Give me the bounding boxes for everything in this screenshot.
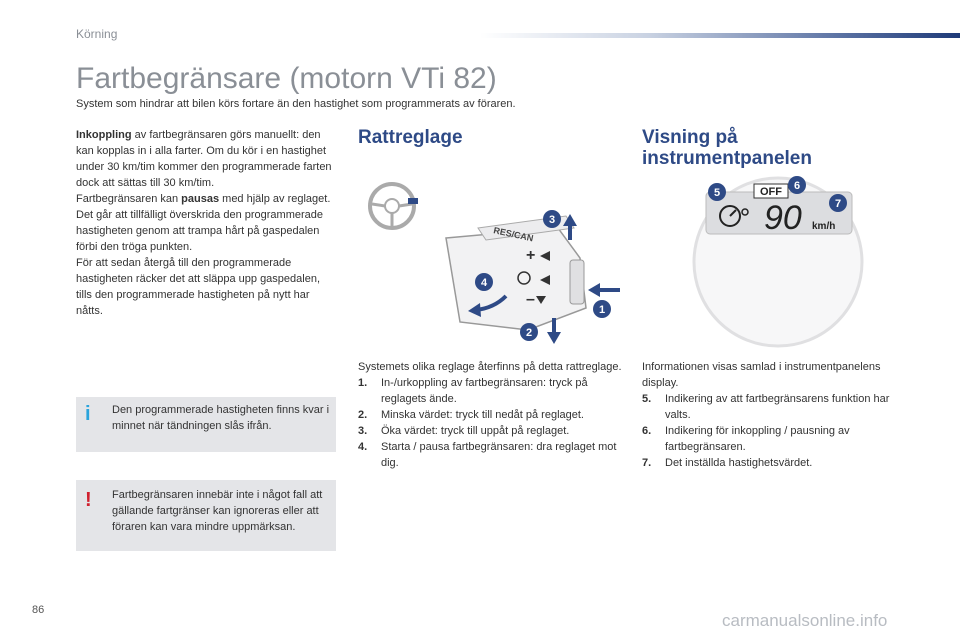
intro-p2-end: med hjälp av reglaget. — [219, 193, 331, 205]
callout-2 — [520, 323, 538, 341]
intro-bold-term: Inkoppling — [76, 129, 132, 141]
warning-note-text: Fartbegränsaren innebär inte i något fall att gällande fartgränser kan ignoreras eller att föraren kan vara mindre uppmärksan. — [112, 489, 323, 533]
callout-5 — [708, 183, 726, 201]
info-note — [76, 397, 336, 452]
intro-paragraph-1 — [76, 127, 338, 191]
list-item: 4. Starta / pausa fartbegränsaren: dra reglaget mot dig. — [358, 441, 617, 469]
callout-3 — [543, 210, 561, 228]
intro-text — [76, 127, 338, 319]
visning-heading-line2: instrumentpanelen — [642, 148, 812, 169]
list-item: 1. In-/urkoppling av fartbegränsaren: tryck på reglagets ände. — [358, 377, 588, 405]
callout-6 — [788, 176, 806, 194]
minus-symbol: – — [526, 291, 535, 308]
warning-icon: ! — [85, 489, 92, 511]
warning-note — [76, 480, 336, 551]
svg-text:2: 2 — [525, 327, 533, 339]
rattreglage-heading: Rattreglage — [358, 127, 463, 148]
svg-text:5: 5 — [713, 187, 721, 199]
callout-4 — [475, 273, 493, 291]
list-item: 7. Det inställda hastighetsvärdet. — [642, 457, 813, 469]
list-item: 5. Indikering av att fartbegränsarens funktion har valts. — [642, 393, 890, 421]
svg-text:1: 1 — [598, 304, 606, 316]
intro-p1-rest: av fartbegränsaren görs manuellt: den kan kopplas in i alla farter. Om du kör i en hastighet under 30 km/tim kommer den programmerade farten dock att sättas till 30 km/tim. — [76, 129, 332, 189]
section-header: Körning — [76, 27, 118, 41]
display-speed-unit: km/h — [812, 221, 836, 232]
display-off-indicator: OFF — [760, 186, 782, 198]
intro-p2-start: Fartbegränsaren kan — [76, 193, 182, 205]
visning-heading-line1: Visning på — [642, 127, 738, 148]
visning-intro: Informationen visas samlad i instrumentpanelens display. — [642, 361, 881, 389]
page-subtitle: System som hindrar att bilen körs fortare än den hastighet som programmerats av föraren. — [76, 98, 516, 110]
steering-wheel-icon — [370, 184, 418, 228]
intro-p2-bold: pausas — [181, 193, 220, 205]
header-gradient-bar — [480, 33, 960, 38]
rattreglage-list — [358, 359, 626, 471]
svg-text:3: 3 — [548, 214, 556, 226]
res-can-label: RES/CAN — [492, 225, 535, 244]
intro-paragraph-3: Det går att tillfälligt överskrida den programmerade hastigheten genom att trampa hårt på gaspedalen förbi den tröga punkten. — [76, 209, 324, 253]
list-item: 3. Öka värdet: tryck till uppåt på reglaget. — [358, 425, 570, 437]
instrument-display-diagram — [686, 172, 866, 348]
svg-text:7: 7 — [834, 198, 842, 210]
visning-list — [642, 359, 910, 471]
plus-symbol: + — [526, 247, 536, 264]
info-icon: i — [85, 403, 91, 425]
callout-7 — [829, 194, 847, 212]
svg-text:4: 4 — [480, 277, 488, 289]
svg-text:6: 6 — [793, 180, 801, 192]
list-item: 2. Minska värdet: tryck till nedåt på reglaget. — [358, 409, 584, 421]
watermark: carmanualsonline.info — [722, 611, 888, 630]
intro-paragraph-2 — [76, 191, 338, 207]
page-number: 86 — [32, 604, 45, 616]
stalk-control — [446, 216, 586, 330]
steering-control-diagram — [358, 168, 620, 348]
page-title: Fartbegränsare (motorn VTi 82) — [76, 62, 497, 95]
visning-heading — [642, 127, 812, 169]
intro-paragraph-4: För att sedan återgå till den programmerade hastigheten räcker det att släppa upp gaspedalen, tills den programmerade hastigheten på nytt har nåtts. — [76, 257, 321, 317]
display-speed-value: 90 — [764, 199, 802, 237]
callout-1 — [593, 300, 611, 318]
info-note-text: Den programmerade hastigheten finns kvar i minnet när tändningen slås ifrån. — [112, 404, 330, 432]
list-item: 6. Indikering för inkoppling / pausning av fartbegränsaren. — [642, 425, 850, 453]
rattreglage-intro: Systemets olika reglage återfinns på detta rattreglage. — [358, 361, 622, 373]
